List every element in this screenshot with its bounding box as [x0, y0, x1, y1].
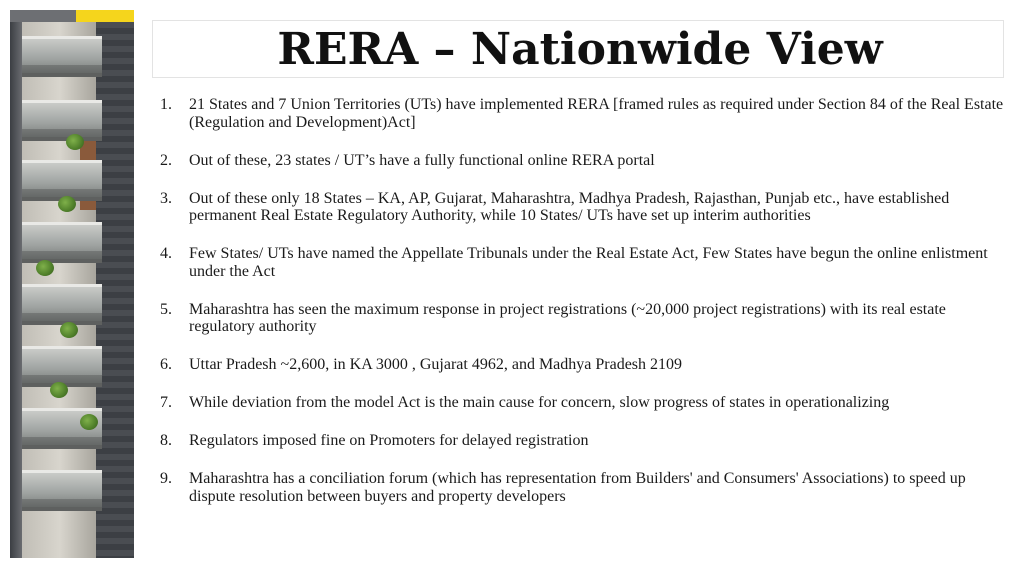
list-item [160, 152, 1010, 170]
item-text: Uttar Pradesh ~2,600, in KA 3000 , Gujarat 4962, and Madhya Pradesh 2109 [189, 356, 683, 373]
item-text: 21 States and 7 Union Territories (UTs) have implemented RERA [framed rules as required under Section 84 of the Real Estate (Regulation and Development)Act] [189, 96, 1004, 131]
plant-icon [36, 260, 54, 276]
plant-icon [80, 414, 98, 430]
item-text: Maharashtra has seen the maximum response in project registrations (~20,000 project registrations) with its real estate regulatory authority [189, 300, 946, 335]
item-number: 3. [160, 189, 172, 207]
list-item [160, 301, 1010, 336]
balcony [22, 160, 102, 201]
list-item [160, 356, 1010, 374]
building-image [10, 10, 134, 558]
accent-yellow-bar [76, 10, 134, 22]
bullet-list [160, 96, 1010, 505]
list-item [160, 394, 1010, 412]
header-grey-block [10, 10, 76, 22]
item-number: 2. [160, 151, 172, 169]
item-text: While deviation from the model Act is the main cause for concern, slow progress of states in operationalizing [189, 394, 890, 411]
content-area [160, 96, 1010, 526]
item-number: 8. [160, 432, 172, 449]
list-item [160, 190, 1010, 225]
item-text: Maharashtra has a conciliation forum (which has representation from Builders' and Consumers' Associations) to speed up dispute resolution between buyers and property developers [189, 470, 966, 505]
balcony [22, 284, 102, 325]
item-number: 4. [160, 245, 172, 262]
item-number: 6. [160, 356, 172, 373]
balcony [22, 470, 102, 511]
page-title: RERA – Nationwide View [277, 23, 883, 75]
title-box [152, 20, 1004, 78]
plant-icon [58, 196, 76, 212]
list-item [160, 432, 1010, 450]
plant-icon [66, 134, 84, 150]
item-number: 5. [160, 300, 172, 318]
list-item [160, 245, 1010, 280]
item-text: Out of these, 23 states / UT’s have a fully functional online RERA portal [189, 151, 655, 169]
balcony [22, 346, 102, 387]
list-item [160, 96, 1010, 131]
plant-icon [50, 382, 68, 398]
item-number: 9. [160, 470, 172, 487]
balcony [22, 222, 102, 263]
balcony [22, 36, 102, 77]
item-text: Few States/ UTs have named the Appellate Tribunals under the Real Estate Act, Few States have begun the online enlistment under the Act [189, 245, 988, 280]
balcony [22, 100, 102, 141]
item-number: 7. [160, 394, 172, 411]
item-text: Regulators imposed fine on Promoters for delayed registration [189, 432, 589, 449]
list-item [160, 470, 1010, 505]
item-text: Out of these only 18 States – KA, AP, Gujarat, Maharashtra, Madhya Pradesh, Rajasthan, Punjab etc., have established permanent Real Estate Regulatory Authority, while 10 States/ UTs have set up interim authorities [189, 189, 950, 224]
plant-icon [60, 322, 78, 338]
building-shadow [10, 22, 22, 558]
item-number: 1. [160, 96, 172, 113]
